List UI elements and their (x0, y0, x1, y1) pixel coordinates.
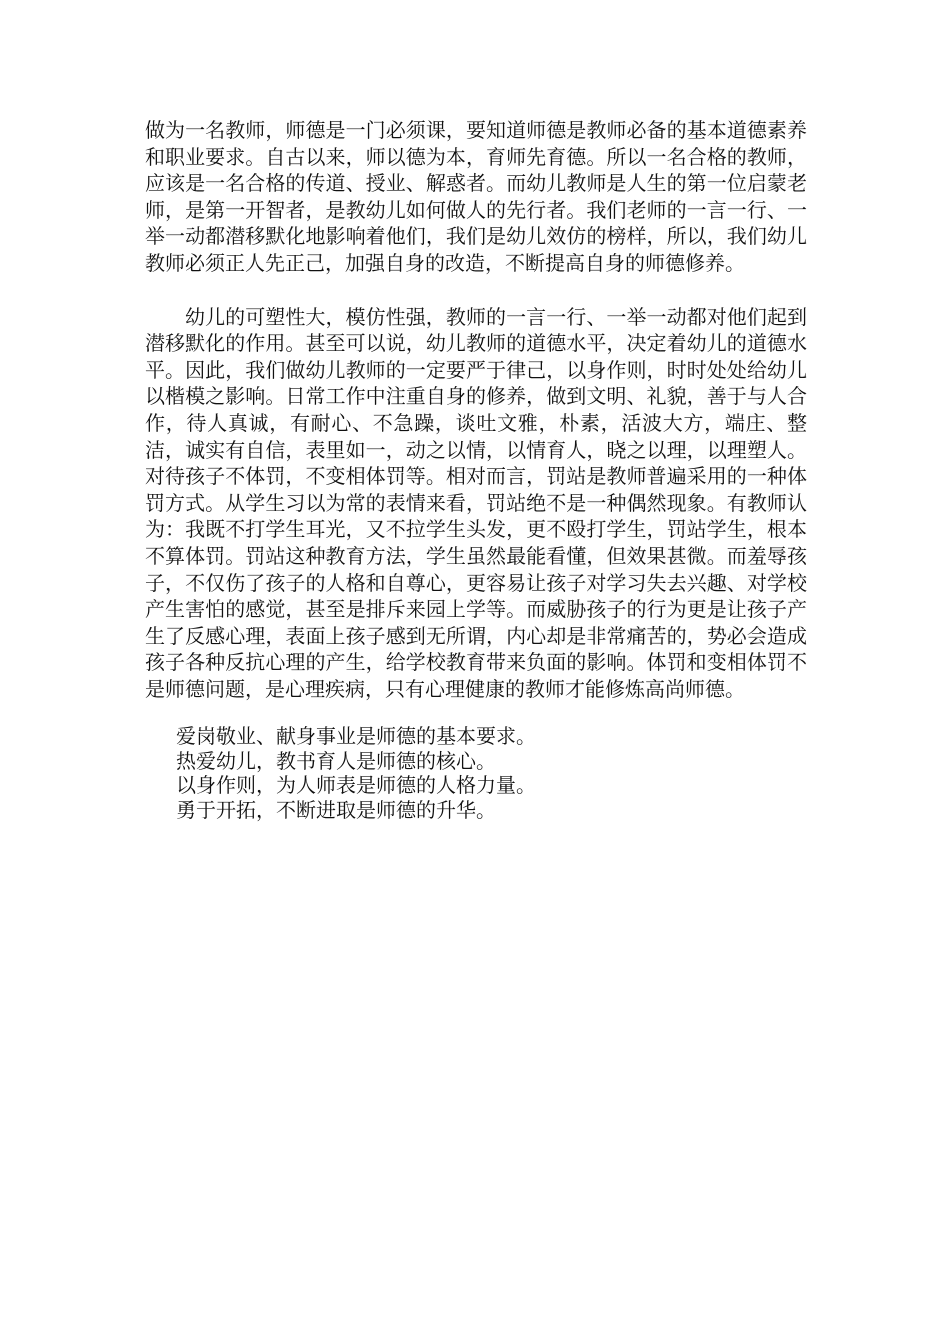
document-page (145, 117, 807, 822)
summary-list (145, 724, 807, 822)
summary-line: 热爱幼儿，教书育人是师德的核心。 (176, 748, 496, 773)
paragraph-body: 幼儿的可塑性大，模仿性强，教师的一言一行、一举一动都对他们起到潜移默化的作用。甚至可以说，幼儿教师的道德水平，决定着幼儿的道德水平。因此，我们做幼儿教师的一定要严于律己，以身作则，时时处处给幼儿以楷模之影响。日常工作中注重自身的修养，做到文明、礼貌，善于与人合作，待人真诚，有耐心、不急躁，谈吐文雅，朴素，活波大方，端庄、整洁，诚实有自信，表里如一，动之以情，以情育人，晓之以理，以理塑人。对待孩子不体罚，不变相体罚等。相对而言，罚站是教师普遍采用的一种体罚方式。从学生习以为常的表情来看，罚站绝不是一种偶然现象。有教师认为：我既不打学生耳光，又不拉学生头发，更不殴打学生，罚站学生，根本不算体罚。罚站这种教育方法，学生虽然最能看懂，但效果甚微。而羞辱孩子，不仅伤了孩子的人格和自尊心，更容易让孩子对学习失去兴趣、对学校产生害怕的感觉，甚至是排斥来园上学等。而威胁孩子的行为更是让孩子产生了反感心理，表面上孩子感到无所谓，内心却是非常痛苦的，势必会造成孩子各种反抗心理的产生，给学校教育带来负面的影响。体罚和变相体罚不是师德问题，是心理疾病，只有心理健康的教师才能修炼高尚师德。 (145, 304, 807, 701)
paragraph-spacer (145, 277, 807, 304)
summary-line: 勇于开拓，不断进取是师德的升华。 (176, 797, 496, 822)
summary-line: 爱岗敬业、献身事业是师德的基本要求。 (176, 724, 536, 749)
paragraph-intro: 做为一名教师，师德是一门必须课，要知道师德是教师必备的基本道德素养和职业要求。自古以来，师以德为本，育师先育德。所以一名合格的教师，应该是一名合格的传道、授业、解惑者。而幼儿教师是人生的第一位启蒙老师，是第一开智者，是教幼儿如何做人的先行者。我们老师的一言一行、一举一动都潜移默化地影响着他们，我们是幼儿效仿的榜样，所以，我们幼儿教师必须正人先正己，加强自身的改造，不断提高自身的师德修养。 (145, 118, 807, 275)
paragraph-spacer (145, 702, 807, 724)
summary-line: 以身作则，为人师表是师德的人格力量。 (176, 773, 536, 798)
